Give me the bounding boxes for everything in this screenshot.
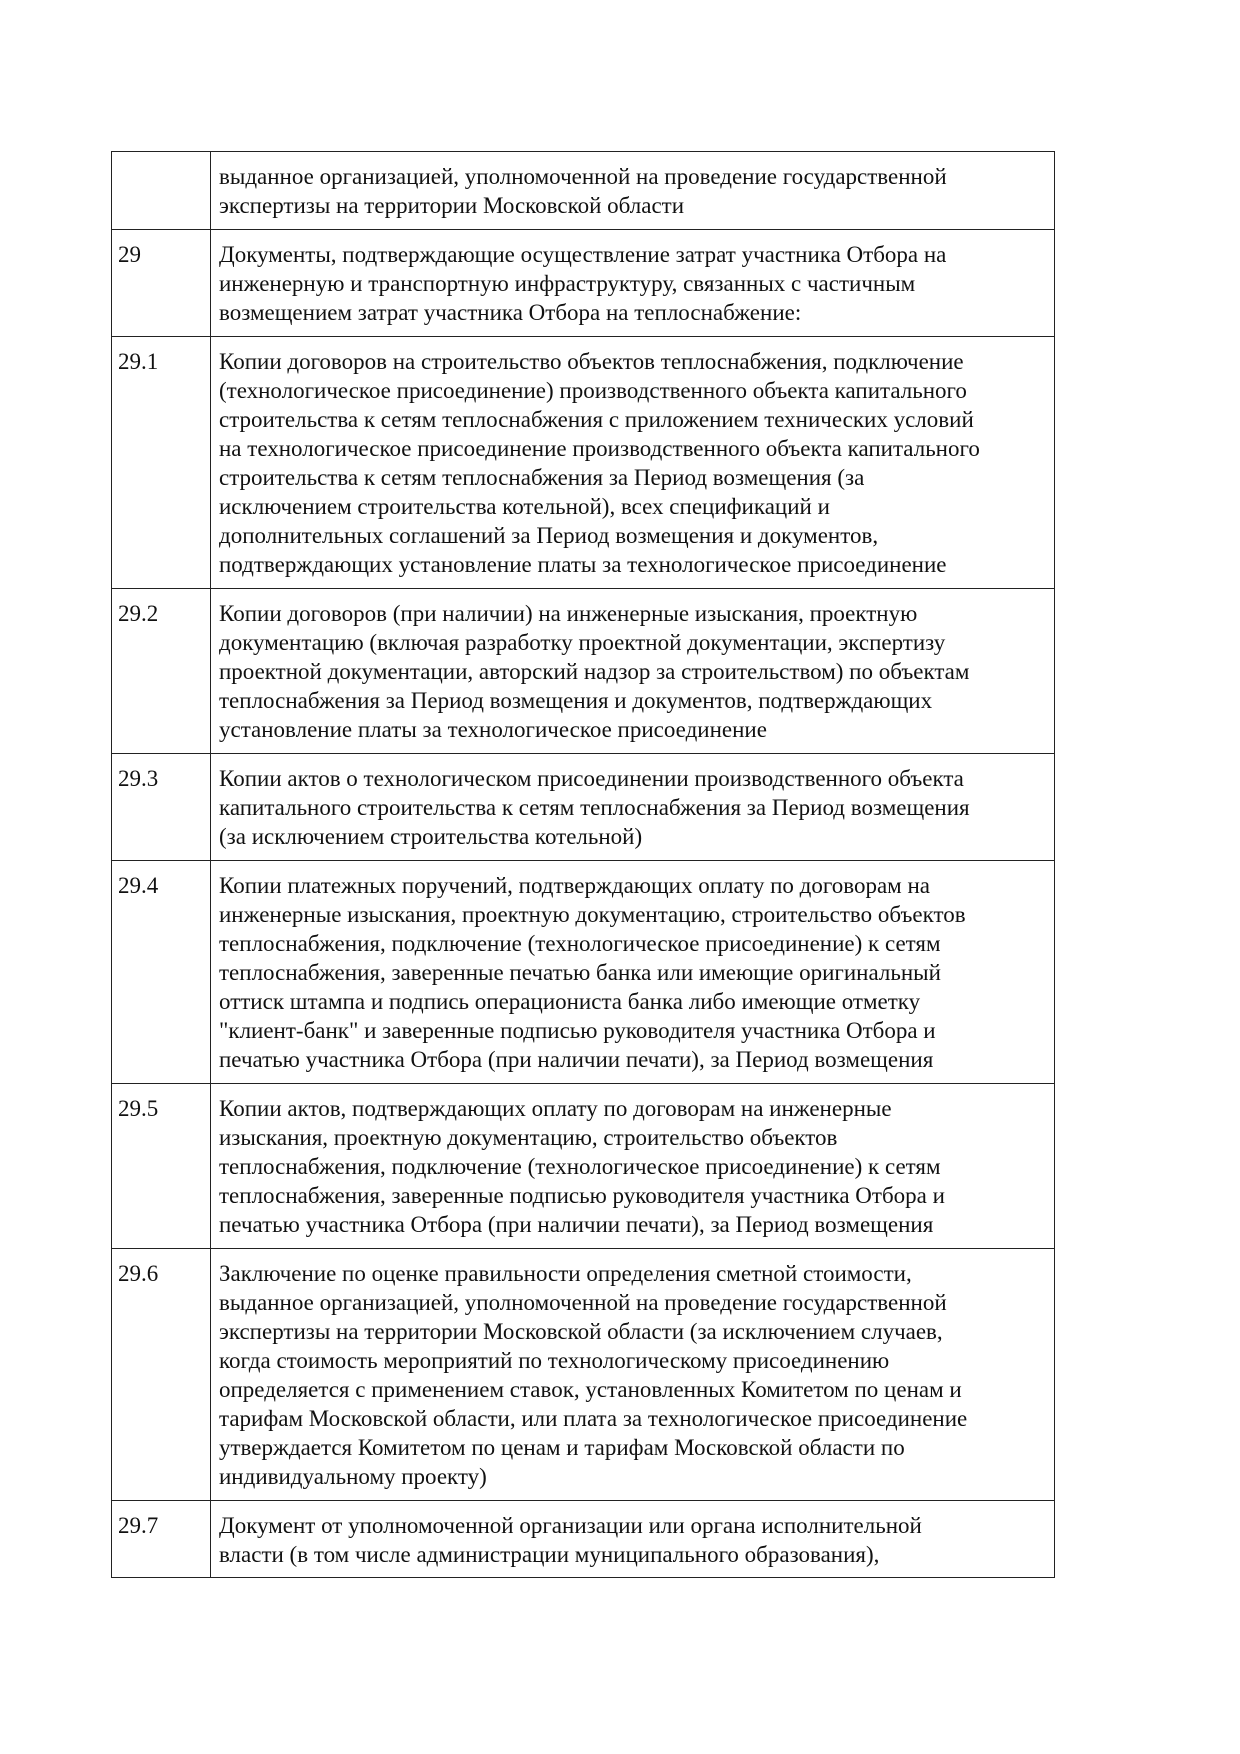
description-line: выданное организацией, уполномоченной на проведение государственной (219, 164, 947, 189)
description-line: индивидуальному проекту) (219, 1464, 487, 1489)
requirements-table (111, 151, 1055, 1578)
description-line: утверждается Комитетом по ценам и тарифам Московской области по (219, 1435, 905, 1460)
description-line: инженерную и транспортную инфраструктуру, связанных с частичным (219, 271, 916, 296)
item-description (211, 337, 1055, 589)
description-line: строительства к сетям теплоснабжения с приложением технических условий (219, 407, 974, 432)
description-line: Заключение по оценке правильности определения сметной стоимости, (219, 1261, 912, 1286)
description-line: подтверждающих установление платы за технологическое присоединение (219, 552, 947, 577)
description-line: Документ от уполномоченной организации или органа исполнительной (219, 1513, 922, 1538)
item-description (211, 1084, 1055, 1249)
description-line: Копии договоров на строительство объектов теплоснабжения, подключение (219, 349, 964, 374)
description-line: выданное организацией, уполномоченной на проведение государственной (219, 1290, 947, 1315)
item-description (211, 861, 1055, 1084)
item-description (211, 152, 1055, 230)
description-line: власти (в том числе администрации муниципального образования), (219, 1542, 880, 1567)
item-number: 29.7 (112, 1501, 211, 1578)
description-line: строительства к сетям теплоснабжения за Период возмещения (за (219, 465, 865, 490)
requirements-table-body (112, 152, 1055, 1578)
description-line: изыскания, проектную документацию, строительство объектов (219, 1125, 838, 1150)
description-line: теплоснабжения, подключение (технологическое присоединение) к сетям (219, 931, 941, 956)
description-line: оттиск штампа и подпись операциониста банка либо имеющие отметку (219, 989, 921, 1014)
description-line: Копии договоров (при наличии) на инженерные изыскания, проектную (219, 601, 918, 626)
description-line: дополнительных соглашений за Период возмещения и документов, (219, 523, 879, 548)
table-row (112, 1084, 1055, 1249)
item-number: 29.6 (112, 1249, 211, 1501)
item-number (112, 152, 211, 230)
table-row (112, 337, 1055, 589)
description-line: Копии платежных поручений, подтверждающих оплату по договорам на (219, 873, 930, 898)
table-row (112, 1249, 1055, 1501)
item-number: 29.1 (112, 337, 211, 589)
description-line: проектной документации, авторский надзор за строительством) по объектам (219, 659, 970, 684)
description-line: (за исключением строительства котельной) (219, 824, 643, 849)
description-line: теплоснабжения, подключение (технологическое присоединение) к сетям (219, 1154, 941, 1179)
description-line: когда стоимость мероприятий по технологическому присоединению (219, 1348, 890, 1373)
description-line: инженерные изыскания, проектную документацию, строительство объектов (219, 902, 966, 927)
item-number: 29.5 (112, 1084, 211, 1249)
table-row (112, 230, 1055, 337)
description-line: Документы, подтверждающие осуществление затрат участника Отбора на (219, 242, 947, 267)
item-description (211, 589, 1055, 754)
description-line: возмещением затрат участника Отбора на теплоснабжение: (219, 300, 802, 325)
table-row (112, 861, 1055, 1084)
description-line: "клиент-банк" и заверенные подписью руководителя участника Отбора и (219, 1018, 936, 1043)
description-line: экспертизы на территории Московской области (219, 193, 685, 218)
item-number: 29 (112, 230, 211, 337)
description-line: тарифам Московской области, или плата за технологическое присоединение (219, 1406, 968, 1431)
description-line: (технологическое присоединение) производственного объекта капитального (219, 378, 967, 403)
item-number: 29.4 (112, 861, 211, 1084)
description-line: исключением строительства котельной), всех спецификаций и (219, 494, 830, 519)
description-line: печатью участника Отбора (при наличии печати), за Период возмещения (219, 1047, 934, 1072)
description-line: определяется с применением ставок, установленных Комитетом по ценам и (219, 1377, 962, 1402)
item-description (211, 754, 1055, 861)
description-line: экспертизы на территории Московской области (за исключением случаев, (219, 1319, 943, 1344)
item-number: 29.3 (112, 754, 211, 861)
description-line: Копии актов о технологическом присоединении производственного объекта (219, 766, 964, 791)
table-row (112, 754, 1055, 861)
table-row (112, 1501, 1055, 1578)
description-line: Копии актов, подтверждающих оплату по договорам на инженерные (219, 1096, 892, 1121)
item-description (211, 230, 1055, 337)
table-row (112, 152, 1055, 230)
description-line: установление платы за технологическое присоединение (219, 717, 767, 742)
description-line: теплоснабжения, заверенные печатью банка или имеющие оригинальный (219, 960, 941, 985)
description-line: документацию (включая разработку проектной документации, экспертизу (219, 630, 946, 655)
item-number: 29.2 (112, 589, 211, 754)
description-line: капитального строительства к сетям теплоснабжения за Период возмещения (219, 795, 970, 820)
description-line: на технологическое присоединение производственного объекта капитального (219, 436, 980, 461)
description-line: печатью участника Отбора (при наличии печати), за Период возмещения (219, 1212, 934, 1237)
item-description (211, 1501, 1055, 1578)
table-row (112, 589, 1055, 754)
description-line: теплоснабжения, заверенные подписью руководителя участника Отбора и (219, 1183, 945, 1208)
item-description (211, 1249, 1055, 1501)
description-line: теплоснабжения за Период возмещения и документов, подтверждающих (219, 688, 933, 713)
